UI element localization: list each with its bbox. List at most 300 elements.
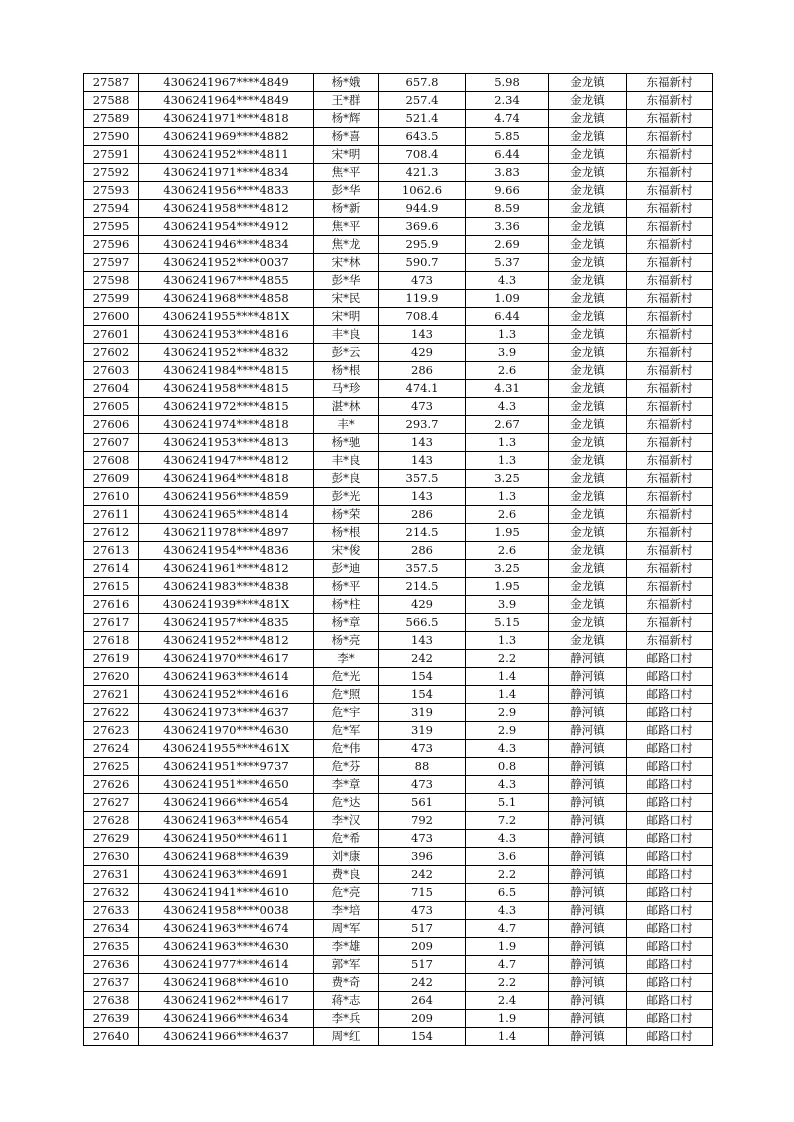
area-cell: 4.3: [466, 902, 549, 920]
town-cell: 静河镇: [549, 668, 627, 686]
area-cell: 1.4: [466, 686, 549, 704]
area-cell: 4.31: [466, 380, 549, 398]
id-number-cell: 4306241971****4834: [139, 164, 314, 182]
village-cell: 东福新村: [627, 488, 713, 506]
area-cell: 2.2: [466, 974, 549, 992]
town-cell: 金龙镇: [549, 542, 627, 560]
id-number-cell: 4306241963****4691: [139, 866, 314, 884]
table-row: [84, 452, 713, 470]
town-cell: 静河镇: [549, 686, 627, 704]
id-number-cell: 4306241963****4630: [139, 938, 314, 956]
town-cell: 静河镇: [549, 740, 627, 758]
id-number-cell: 4306241962****4617: [139, 992, 314, 1010]
table-row: [84, 236, 713, 254]
area-cell: 3.9: [466, 344, 549, 362]
row-number-cell: 27611: [84, 506, 139, 524]
table-row: [84, 74, 713, 92]
amount-cell: 88: [379, 758, 466, 776]
amount-cell: 242: [379, 974, 466, 992]
row-number-cell: 27618: [84, 632, 139, 650]
name-cell: 杨*喜: [314, 128, 379, 146]
name-cell: 周*红: [314, 1028, 379, 1046]
name-cell: 郭*军: [314, 956, 379, 974]
table-row: [84, 668, 713, 686]
id-number-cell: 4306241968****4858: [139, 290, 314, 308]
table-row: [84, 1010, 713, 1028]
row-number-cell: 27640: [84, 1028, 139, 1046]
village-cell: 东福新村: [627, 200, 713, 218]
village-cell: 东福新村: [627, 110, 713, 128]
village-cell: 东福新村: [627, 524, 713, 542]
town-cell: 金龙镇: [549, 488, 627, 506]
area-cell: 3.36: [466, 218, 549, 236]
row-number-cell: 27604: [84, 380, 139, 398]
name-cell: 丰*良: [314, 326, 379, 344]
id-number-cell: 4306241951****4650: [139, 776, 314, 794]
amount-cell: 295.9: [379, 236, 466, 254]
village-cell: 东福新村: [627, 272, 713, 290]
village-cell: 东福新村: [627, 578, 713, 596]
town-cell: 金龙镇: [549, 362, 627, 380]
name-cell: 宋*俊: [314, 542, 379, 560]
row-number-cell: 27588: [84, 92, 139, 110]
table-row: [84, 380, 713, 398]
amount-cell: 357.5: [379, 470, 466, 488]
table-row: [84, 650, 713, 668]
area-cell: 2.6: [466, 542, 549, 560]
village-cell: 东福新村: [627, 470, 713, 488]
id-number-cell: 4306241968****4639: [139, 848, 314, 866]
area-cell: 3.25: [466, 560, 549, 578]
table-row: [84, 992, 713, 1010]
village-cell: 东福新村: [627, 74, 713, 92]
village-cell: 东福新村: [627, 614, 713, 632]
name-cell: 杨*新: [314, 200, 379, 218]
row-number-cell: 27589: [84, 110, 139, 128]
table-row: [84, 524, 713, 542]
id-number-cell: 4306241947****4812: [139, 452, 314, 470]
village-cell: 东福新村: [627, 434, 713, 452]
id-number-cell: 4306241941****4610: [139, 884, 314, 902]
village-cell: 东福新村: [627, 632, 713, 650]
name-cell: 李*雄: [314, 938, 379, 956]
amount-cell: 209: [379, 938, 466, 956]
amount-cell: 293.7: [379, 416, 466, 434]
table-row: [84, 956, 713, 974]
table-row: [84, 632, 713, 650]
village-cell: 邮路口村: [627, 776, 713, 794]
name-cell: 丰*: [314, 416, 379, 434]
amount-cell: 657.8: [379, 74, 466, 92]
name-cell: 宋*民: [314, 290, 379, 308]
row-number-cell: 27629: [84, 830, 139, 848]
area-cell: 4.3: [466, 740, 549, 758]
table-row: [84, 938, 713, 956]
name-cell: 李*兵: [314, 1010, 379, 1028]
row-number-cell: 27620: [84, 668, 139, 686]
area-cell: 1.3: [466, 326, 549, 344]
table-row: [84, 362, 713, 380]
village-cell: 东福新村: [627, 416, 713, 434]
area-cell: 4.3: [466, 830, 549, 848]
row-number-cell: 27601: [84, 326, 139, 344]
town-cell: 静河镇: [549, 704, 627, 722]
id-number-cell: 4306241953****4813: [139, 434, 314, 452]
village-cell: 邮路口村: [627, 668, 713, 686]
row-number-cell: 27607: [84, 434, 139, 452]
row-number-cell: 27637: [84, 974, 139, 992]
area-cell: 2.6: [466, 362, 549, 380]
table-row: [84, 434, 713, 452]
id-number-cell: 4306241967****4849: [139, 74, 314, 92]
row-number-cell: 27619: [84, 650, 139, 668]
area-cell: 2.2: [466, 650, 549, 668]
area-cell: 1.9: [466, 1010, 549, 1028]
amount-cell: 474.1: [379, 380, 466, 398]
area-cell: 1.4: [466, 1028, 549, 1046]
area-cell: 1.9: [466, 938, 549, 956]
village-cell: 邮路口村: [627, 956, 713, 974]
row-number-cell: 27592: [84, 164, 139, 182]
area-cell: 2.6: [466, 506, 549, 524]
area-cell: 1.3: [466, 434, 549, 452]
id-number-cell: 4306241954****4836: [139, 542, 314, 560]
id-number-cell: 4306241963****4614: [139, 668, 314, 686]
id-number-cell: 4306211978****4897: [139, 524, 314, 542]
amount-cell: 257.4: [379, 92, 466, 110]
table-row: [84, 686, 713, 704]
amount-cell: 286: [379, 542, 466, 560]
area-cell: 2.4: [466, 992, 549, 1010]
amount-cell: 242: [379, 866, 466, 884]
row-number-cell: 27606: [84, 416, 139, 434]
amount-cell: 590.7: [379, 254, 466, 272]
row-number-cell: 27593: [84, 182, 139, 200]
row-number-cell: 27625: [84, 758, 139, 776]
village-cell: 邮路口村: [627, 974, 713, 992]
table-row: [84, 848, 713, 866]
amount-cell: 286: [379, 362, 466, 380]
town-cell: 金龙镇: [549, 398, 627, 416]
table-row: [84, 506, 713, 524]
table-row: [84, 1028, 713, 1046]
name-cell: 宋*明: [314, 146, 379, 164]
id-number-cell: 4306241955****481X: [139, 308, 314, 326]
town-cell: 金龙镇: [549, 596, 627, 614]
village-cell: 邮路口村: [627, 758, 713, 776]
area-cell: 2.2: [466, 866, 549, 884]
area-cell: 0.8: [466, 758, 549, 776]
name-cell: 危*军: [314, 722, 379, 740]
town-cell: 金龙镇: [549, 254, 627, 272]
id-number-cell: 4306241966****4654: [139, 794, 314, 812]
area-cell: 3.6: [466, 848, 549, 866]
village-cell: 邮路口村: [627, 866, 713, 884]
id-number-cell: 4306241984****4815: [139, 362, 314, 380]
town-cell: 静河镇: [549, 776, 627, 794]
table-row: [84, 398, 713, 416]
row-number-cell: 27602: [84, 344, 139, 362]
area-cell: 7.2: [466, 812, 549, 830]
area-cell: 4.7: [466, 956, 549, 974]
area-cell: 1.4: [466, 668, 549, 686]
town-cell: 静河镇: [549, 722, 627, 740]
village-cell: 东福新村: [627, 452, 713, 470]
amount-cell: 214.5: [379, 524, 466, 542]
row-number-cell: 27590: [84, 128, 139, 146]
amount-cell: 792: [379, 812, 466, 830]
id-number-cell: 4306241963****4674: [139, 920, 314, 938]
table-row: [84, 218, 713, 236]
table-row: [84, 794, 713, 812]
town-cell: 静河镇: [549, 794, 627, 812]
table-row: [84, 92, 713, 110]
town-cell: 静河镇: [549, 1010, 627, 1028]
id-number-cell: 4306241977****4614: [139, 956, 314, 974]
row-number-cell: 27598: [84, 272, 139, 290]
id-number-cell: 4306241952****0037: [139, 254, 314, 272]
area-cell: 6.44: [466, 146, 549, 164]
town-cell: 金龙镇: [549, 92, 627, 110]
amount-cell: 154: [379, 1028, 466, 1046]
table-body: [84, 74, 713, 1046]
area-cell: 2.9: [466, 722, 549, 740]
row-number-cell: 27587: [84, 74, 139, 92]
table-row: [84, 110, 713, 128]
area-cell: 3.83: [466, 164, 549, 182]
town-cell: 金龙镇: [549, 506, 627, 524]
village-cell: 邮路口村: [627, 1028, 713, 1046]
village-cell: 邮路口村: [627, 848, 713, 866]
row-number-cell: 27628: [84, 812, 139, 830]
table-row: [84, 974, 713, 992]
area-cell: 6.44: [466, 308, 549, 326]
name-cell: 杨*根: [314, 362, 379, 380]
area-cell: 6.5: [466, 884, 549, 902]
amount-cell: 517: [379, 920, 466, 938]
table-row: [84, 776, 713, 794]
village-cell: 东福新村: [627, 218, 713, 236]
amount-cell: 242: [379, 650, 466, 668]
town-cell: 金龙镇: [549, 164, 627, 182]
town-cell: 金龙镇: [549, 524, 627, 542]
town-cell: 金龙镇: [549, 578, 627, 596]
row-number-cell: 27613: [84, 542, 139, 560]
name-cell: 杨*章: [314, 614, 379, 632]
id-number-cell: 4306241983****4838: [139, 578, 314, 596]
name-cell: 蒋*志: [314, 992, 379, 1010]
name-cell: 周*军: [314, 920, 379, 938]
id-number-cell: 4306241958****4812: [139, 200, 314, 218]
area-cell: 2.34: [466, 92, 549, 110]
town-cell: 金龙镇: [549, 218, 627, 236]
row-number-cell: 27624: [84, 740, 139, 758]
row-number-cell: 27623: [84, 722, 139, 740]
id-number-cell: 4306241961****4812: [139, 560, 314, 578]
table-row: [84, 740, 713, 758]
table-row: [84, 128, 713, 146]
village-cell: 东福新村: [627, 308, 713, 326]
name-cell: 彭*良: [314, 470, 379, 488]
table-row: [84, 830, 713, 848]
row-number-cell: 27636: [84, 956, 139, 974]
amount-cell: 319: [379, 704, 466, 722]
name-cell: 杨*荣: [314, 506, 379, 524]
amount-cell: 473: [379, 776, 466, 794]
row-number-cell: 27595: [84, 218, 139, 236]
table-row: [84, 182, 713, 200]
name-cell: 彭*迪: [314, 560, 379, 578]
id-number-cell: 4306241964****4849: [139, 92, 314, 110]
name-cell: 危*达: [314, 794, 379, 812]
row-number-cell: 27608: [84, 452, 139, 470]
area-cell: 1.3: [466, 452, 549, 470]
town-cell: 静河镇: [549, 866, 627, 884]
area-cell: 1.95: [466, 578, 549, 596]
id-number-cell: 4306241974****4818: [139, 416, 314, 434]
table-row: [84, 254, 713, 272]
row-number-cell: 27617: [84, 614, 139, 632]
table-row: [84, 902, 713, 920]
amount-cell: 421.3: [379, 164, 466, 182]
town-cell: 金龙镇: [549, 110, 627, 128]
area-cell: 4.7: [466, 920, 549, 938]
town-cell: 金龙镇: [549, 290, 627, 308]
row-number-cell: 27615: [84, 578, 139, 596]
area-cell: 2.9: [466, 704, 549, 722]
amount-cell: 473: [379, 398, 466, 416]
name-cell: 彭*光: [314, 488, 379, 506]
area-cell: 4.3: [466, 776, 549, 794]
name-cell: 丰*良: [314, 452, 379, 470]
id-number-cell: 4306241952****4812: [139, 632, 314, 650]
row-number-cell: 27614: [84, 560, 139, 578]
town-cell: 静河镇: [549, 992, 627, 1010]
village-cell: 邮路口村: [627, 920, 713, 938]
town-cell: 金龙镇: [549, 632, 627, 650]
amount-cell: 473: [379, 740, 466, 758]
row-number-cell: 27639: [84, 1010, 139, 1028]
name-cell: 李*: [314, 650, 379, 668]
row-number-cell: 27616: [84, 596, 139, 614]
area-cell: 5.15: [466, 614, 549, 632]
town-cell: 金龙镇: [549, 344, 627, 362]
amount-cell: 143: [379, 488, 466, 506]
amount-cell: 357.5: [379, 560, 466, 578]
id-number-cell: 4306241968****4610: [139, 974, 314, 992]
amount-cell: 429: [379, 344, 466, 362]
amount-cell: 319: [379, 722, 466, 740]
name-cell: 危*希: [314, 830, 379, 848]
id-number-cell: 4306241946****4834: [139, 236, 314, 254]
village-cell: 邮路口村: [627, 902, 713, 920]
town-cell: 静河镇: [549, 956, 627, 974]
name-cell: 杨*娥: [314, 74, 379, 92]
amount-cell: 517: [379, 956, 466, 974]
name-cell: 彭*云: [314, 344, 379, 362]
town-cell: 金龙镇: [549, 452, 627, 470]
area-cell: 2.67: [466, 416, 549, 434]
name-cell: 彭*华: [314, 182, 379, 200]
name-cell: 焦*平: [314, 218, 379, 236]
town-cell: 静河镇: [549, 812, 627, 830]
town-cell: 静河镇: [549, 1028, 627, 1046]
id-number-cell: 4306241952****4832: [139, 344, 314, 362]
id-number-cell: 4306241957****4835: [139, 614, 314, 632]
name-cell: 杨*根: [314, 524, 379, 542]
village-cell: 邮路口村: [627, 740, 713, 758]
name-cell: 危*芬: [314, 758, 379, 776]
name-cell: 费*良: [314, 866, 379, 884]
row-number-cell: 27632: [84, 884, 139, 902]
amount-cell: 521.4: [379, 110, 466, 128]
town-cell: 金龙镇: [549, 416, 627, 434]
area-cell: 4.74: [466, 110, 549, 128]
row-number-cell: 27610: [84, 488, 139, 506]
row-number-cell: 27599: [84, 290, 139, 308]
amount-cell: 396: [379, 848, 466, 866]
row-number-cell: 27612: [84, 524, 139, 542]
amount-cell: 143: [379, 434, 466, 452]
table-row: [84, 704, 713, 722]
table-row: [84, 308, 713, 326]
area-cell: 3.9: [466, 596, 549, 614]
name-cell: 危*伟: [314, 740, 379, 758]
table-row: [84, 146, 713, 164]
id-number-cell: 4306241966****4634: [139, 1010, 314, 1028]
row-number-cell: 27626: [84, 776, 139, 794]
row-number-cell: 27635: [84, 938, 139, 956]
town-cell: 金龙镇: [549, 434, 627, 452]
table-row: [84, 542, 713, 560]
id-number-cell: 4306241958****4815: [139, 380, 314, 398]
id-number-cell: 4306241972****4815: [139, 398, 314, 416]
village-cell: 东福新村: [627, 128, 713, 146]
amount-cell: 264: [379, 992, 466, 1010]
town-cell: 金龙镇: [549, 470, 627, 488]
village-cell: 邮路口村: [627, 686, 713, 704]
amount-cell: 429: [379, 596, 466, 614]
name-cell: 杨*平: [314, 578, 379, 596]
town-cell: 金龙镇: [549, 74, 627, 92]
village-cell: 东福新村: [627, 362, 713, 380]
area-cell: 4.3: [466, 398, 549, 416]
id-number-cell: 4306241973****4637: [139, 704, 314, 722]
amount-cell: 1062.6: [379, 182, 466, 200]
area-cell: 1.3: [466, 488, 549, 506]
row-number-cell: 27631: [84, 866, 139, 884]
amount-cell: 708.4: [379, 308, 466, 326]
id-number-cell: 4306241952****4811: [139, 146, 314, 164]
area-cell: 4.3: [466, 272, 549, 290]
name-cell: 杨*辉: [314, 110, 379, 128]
row-number-cell: 27621: [84, 686, 139, 704]
id-number-cell: 4306241956****4833: [139, 182, 314, 200]
table-row: [84, 416, 713, 434]
village-cell: 东福新村: [627, 326, 713, 344]
amount-cell: 473: [379, 902, 466, 920]
id-number-cell: 4306241963****4654: [139, 812, 314, 830]
town-cell: 静河镇: [549, 920, 627, 938]
table-row: [84, 344, 713, 362]
village-cell: 东福新村: [627, 146, 713, 164]
table-row: [84, 920, 713, 938]
village-cell: 东福新村: [627, 596, 713, 614]
row-number-cell: 27609: [84, 470, 139, 488]
name-cell: 彭*华: [314, 272, 379, 290]
area-cell: 3.25: [466, 470, 549, 488]
area-cell: 5.98: [466, 74, 549, 92]
